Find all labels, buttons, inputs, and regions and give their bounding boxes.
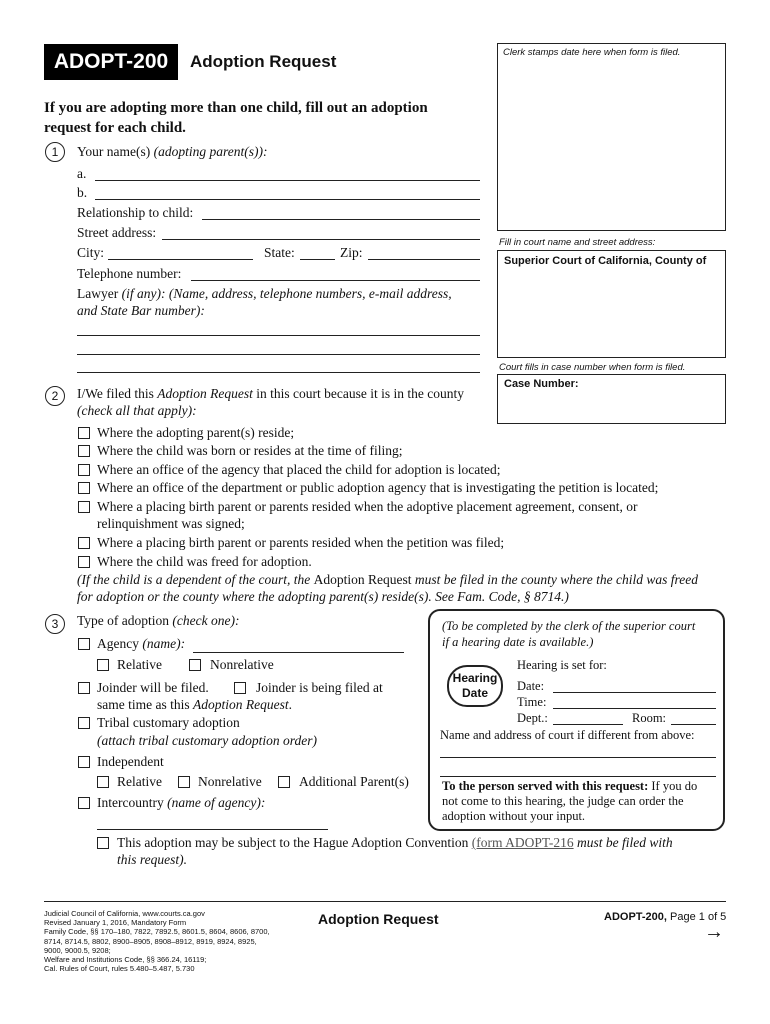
s1-label [77,144,267,160]
hearing-set-for: Hearing is set for: [517,658,607,672]
court-county-option-5: Where a placing birth parent or parents resided when the adoptive placement agreement, consent, or [97,499,638,514]
s2-note-1 [77,572,698,588]
agency-name-input[interactable] [193,638,404,653]
court-county-checkbox-2[interactable] [78,445,90,457]
s1-label-italic: (adopting parent(s)): [153,144,268,159]
s2-line-1b: Adoption Request [157,386,253,401]
state-input[interactable] [300,245,335,260]
lawyer-input-3[interactable] [77,358,480,373]
s3-label [77,613,240,629]
s2-note-1b: Adoption Request [313,572,412,587]
independent-label: Independent [97,754,164,769]
lawyer-label-text: Lawyer [77,286,122,301]
case-fill-note: Court fills in case number when form is filed. [499,362,686,373]
hearing-badge-line-1: Hearing [452,671,498,685]
agency-relative-label: Relative [117,657,162,672]
lawyer-label-line-2: and State Bar number): [77,303,205,318]
intercountry-label-italic: (name of agency): [167,795,266,810]
agency-label-text: Agency [97,636,143,651]
parent-b-name-input[interactable] [95,185,480,200]
agency-label [97,636,185,652]
joinder-same-time [97,697,292,713]
footer-line-4: 8714, 8714.5, 8802, 8900–8905, 8908–8912, 8919, 8924, 8925, [44,936,257,946]
served-line-1 [442,778,697,794]
city-label: City: [77,245,105,260]
telephone-label: Telephone number: [77,266,182,281]
s1-a-label: a. [77,166,87,181]
s3-label-text: Type of adoption [77,613,173,628]
hague-form-link[interactable]: (form ADOPT-216 [471,835,574,850]
hearing-time-label: Time: [517,695,547,709]
court-county-checkbox-4[interactable] [78,482,90,494]
additional-parent-checkbox[interactable] [278,776,290,788]
hearing-room-input[interactable] [671,710,716,725]
hearing-dept-input[interactable] [553,710,623,725]
s2-note-2: for adoption or the county where the adopting parent(s) reside(s). See Fam. Code, § 8714.) [77,589,569,604]
footer-page-number: Page 1 of 5 [666,911,727,923]
s2-line-1 [77,386,464,402]
form-code: ADOPT-200 [53,50,169,73]
hague-checkbox[interactable] [97,837,109,849]
served-line-3: adoption without your input. [442,809,586,823]
tribal-checkbox[interactable] [78,717,90,729]
footer-form-code: ADOPT-200, [604,911,667,923]
tribal-note: (attach tribal customary adoption order) [97,733,317,748]
hearing-dept-label: Dept.: [517,711,548,725]
hearing-note-1: (To be completed by the clerk of the superior court [442,619,696,633]
footer-line-3: Family Code, §§ 170–180, 7822, 7892.5, 8601.5, 8604, 8606, 8700, [44,927,270,937]
zip-label: Zip: [340,245,363,260]
form-title: Adoption Request [190,52,337,71]
footer-line-1: Judicial Council of California, www.courts.ca.gov [44,909,205,918]
s3-label-italic: (check one): [172,613,240,628]
footer-line-5: 9000, 9000.5, 9208; [44,945,111,955]
joinder-being-filed-label: Joinder is being filed at [256,680,383,695]
clerk-stamp-box [497,43,726,231]
lawyer-label-italic: (if any): (Name, address, telephone numbers, e-mail address, [121,286,452,301]
hearing-date-badge [447,665,503,707]
hague-text-b: must be filed with [573,835,673,850]
s2-line-1c: in this court because it is in the county [252,386,464,401]
agency-label-italic: (name): [142,636,186,651]
court-county-option-1: Where the adopting parent(s) reside; [97,425,295,440]
s1-label-text: Your name(s) [77,144,154,159]
tribal-label: Tribal customary adoption [97,715,240,730]
hearing-badge-line-2: Date [461,686,488,700]
hearing-date-label: Date: [517,679,545,693]
section-2-number: 2 [45,386,65,406]
lawyer-input-2[interactable] [77,340,480,355]
court-county-option-2: Where the child was born or resides at the time of filing; [97,443,403,458]
hearing-date-input[interactable] [553,678,716,693]
court-county-option-7: Where the child was freed for adoption. [97,554,312,569]
court-county-option-6: Where a placing birth parent or parents resided when the petition was filed; [97,535,505,550]
street-label: Street address: [77,225,157,240]
joinder-label: Joinder will be filed. [97,680,209,695]
footer-line-6: Welfare and Institutions Code, §§ 366.24, 16119; [44,955,207,965]
court-if-different-label: Name and address of court if different from above: [440,728,695,742]
court-county-checkbox-1[interactable] [78,427,90,439]
joinder-being-filed-checkbox[interactable] [234,682,246,694]
court-county-option-3: Where an office of the agency that placed the child for adoption is located; [97,462,501,477]
agency-nonrelative-label: Nonrelative [210,657,274,672]
hearing-room-label: Room: [632,711,667,725]
independent-checkbox[interactable] [78,756,90,768]
footer-title: Adoption Request [318,911,439,927]
city-input[interactable] [108,245,253,260]
agency-nonrelative-checkbox[interactable] [189,659,201,671]
intro-line-2: request for each child. [44,120,186,136]
hague-line-2: this request). [117,852,187,867]
hearing-time-input[interactable] [553,694,716,709]
joinder-same-time-a: same time as this [97,697,193,712]
clerk-stamp-note: Clerk stamps date here when form is filed. [503,47,681,58]
hague-text-a: This adoption may be subject to the Hague Adoption Convention [117,835,472,850]
next-page-arrow-icon[interactable]: → [704,921,724,943]
hearing-box [428,609,725,831]
served-bold: To the person served with this request: [442,779,649,793]
served-text-1: If you do [648,779,698,793]
s2-note-1c: must be filed in the county where the child was freed [411,572,699,587]
intro-text [44,98,428,138]
court-if-different-input-1[interactable] [440,743,716,758]
agency-checkbox[interactable] [78,638,90,650]
relationship-label: Relationship to child: [77,205,194,220]
intercountry-agency-input[interactable] [97,815,328,830]
form-code-badge [44,44,178,80]
street-input[interactable] [162,225,480,240]
section-3-number: 3 [45,614,65,634]
joinder-same-time-b: Adoption Request [192,697,289,712]
hearing-note-2: if a hearing date is available.) [442,635,594,649]
s1-b-label: b. [77,185,88,200]
intro-line-1: If you are adopting more than one child, fill out an adoption [44,100,428,116]
lawyer-label [77,286,452,302]
court-county-checkbox-6[interactable] [78,537,90,549]
joinder-checkbox[interactable] [78,682,90,694]
state-label: State: [264,245,295,260]
court-county-option-5-cont: relinquishment was signed; [97,516,245,531]
intercountry-checkbox[interactable] [78,797,90,809]
s2-note-1a: (If the child is a dependent of the court, the [77,572,314,587]
additional-parent-label: Additional Parent(s) [299,774,409,789]
court-name-label: Superior Court of California, County of [504,255,707,267]
court-county-checkbox-5[interactable] [78,501,90,513]
independent-relative-checkbox[interactable] [97,776,109,788]
independent-relative-label: Relative [117,774,162,789]
zip-input[interactable] [368,245,480,260]
hague-line-1 [117,835,673,851]
court-if-different-input-2[interactable] [440,762,716,777]
court-fill-note: Fill in court name and street address: [499,237,656,248]
lawyer-input-1[interactable] [77,321,480,336]
court-name-box[interactable] [497,250,726,358]
court-county-option-4: Where an office of the department or public adoption agency that is investigating the petition is located; [97,480,659,495]
parent-a-name-input[interactable] [95,166,480,181]
served-line-2: not come to this hearing, the judge can order the [442,794,684,808]
court-county-checkbox-3[interactable] [78,464,90,476]
case-number-box[interactable] [497,374,726,424]
agency-relative-checkbox[interactable] [97,659,109,671]
footer-line-7: Cal. Rules of Court, rules 5.480–5.487, 5.730 [44,964,195,974]
footer-citations [44,909,270,973]
telephone-input[interactable] [191,266,480,281]
case-number-label: Case Number: [504,378,579,390]
independent-nonrelative-checkbox[interactable] [178,776,190,788]
intercountry-label-text: Intercountry [97,795,168,810]
relationship-input[interactable] [202,205,480,220]
s2-line-1a: I/We filed this [77,386,158,401]
footer-rule [44,901,726,902]
section-1-number: 1 [45,142,65,162]
court-county-checkbox-7[interactable] [78,556,90,568]
independent-nonrelative-label: Nonrelative [198,774,262,789]
intercountry-label [97,795,265,811]
s2-line-2: (check all that apply): [77,403,197,418]
footer-line-2: Revised January 1, 2016, Mandatory Form [44,918,187,928]
joinder-same-time-c: . [288,697,292,712]
